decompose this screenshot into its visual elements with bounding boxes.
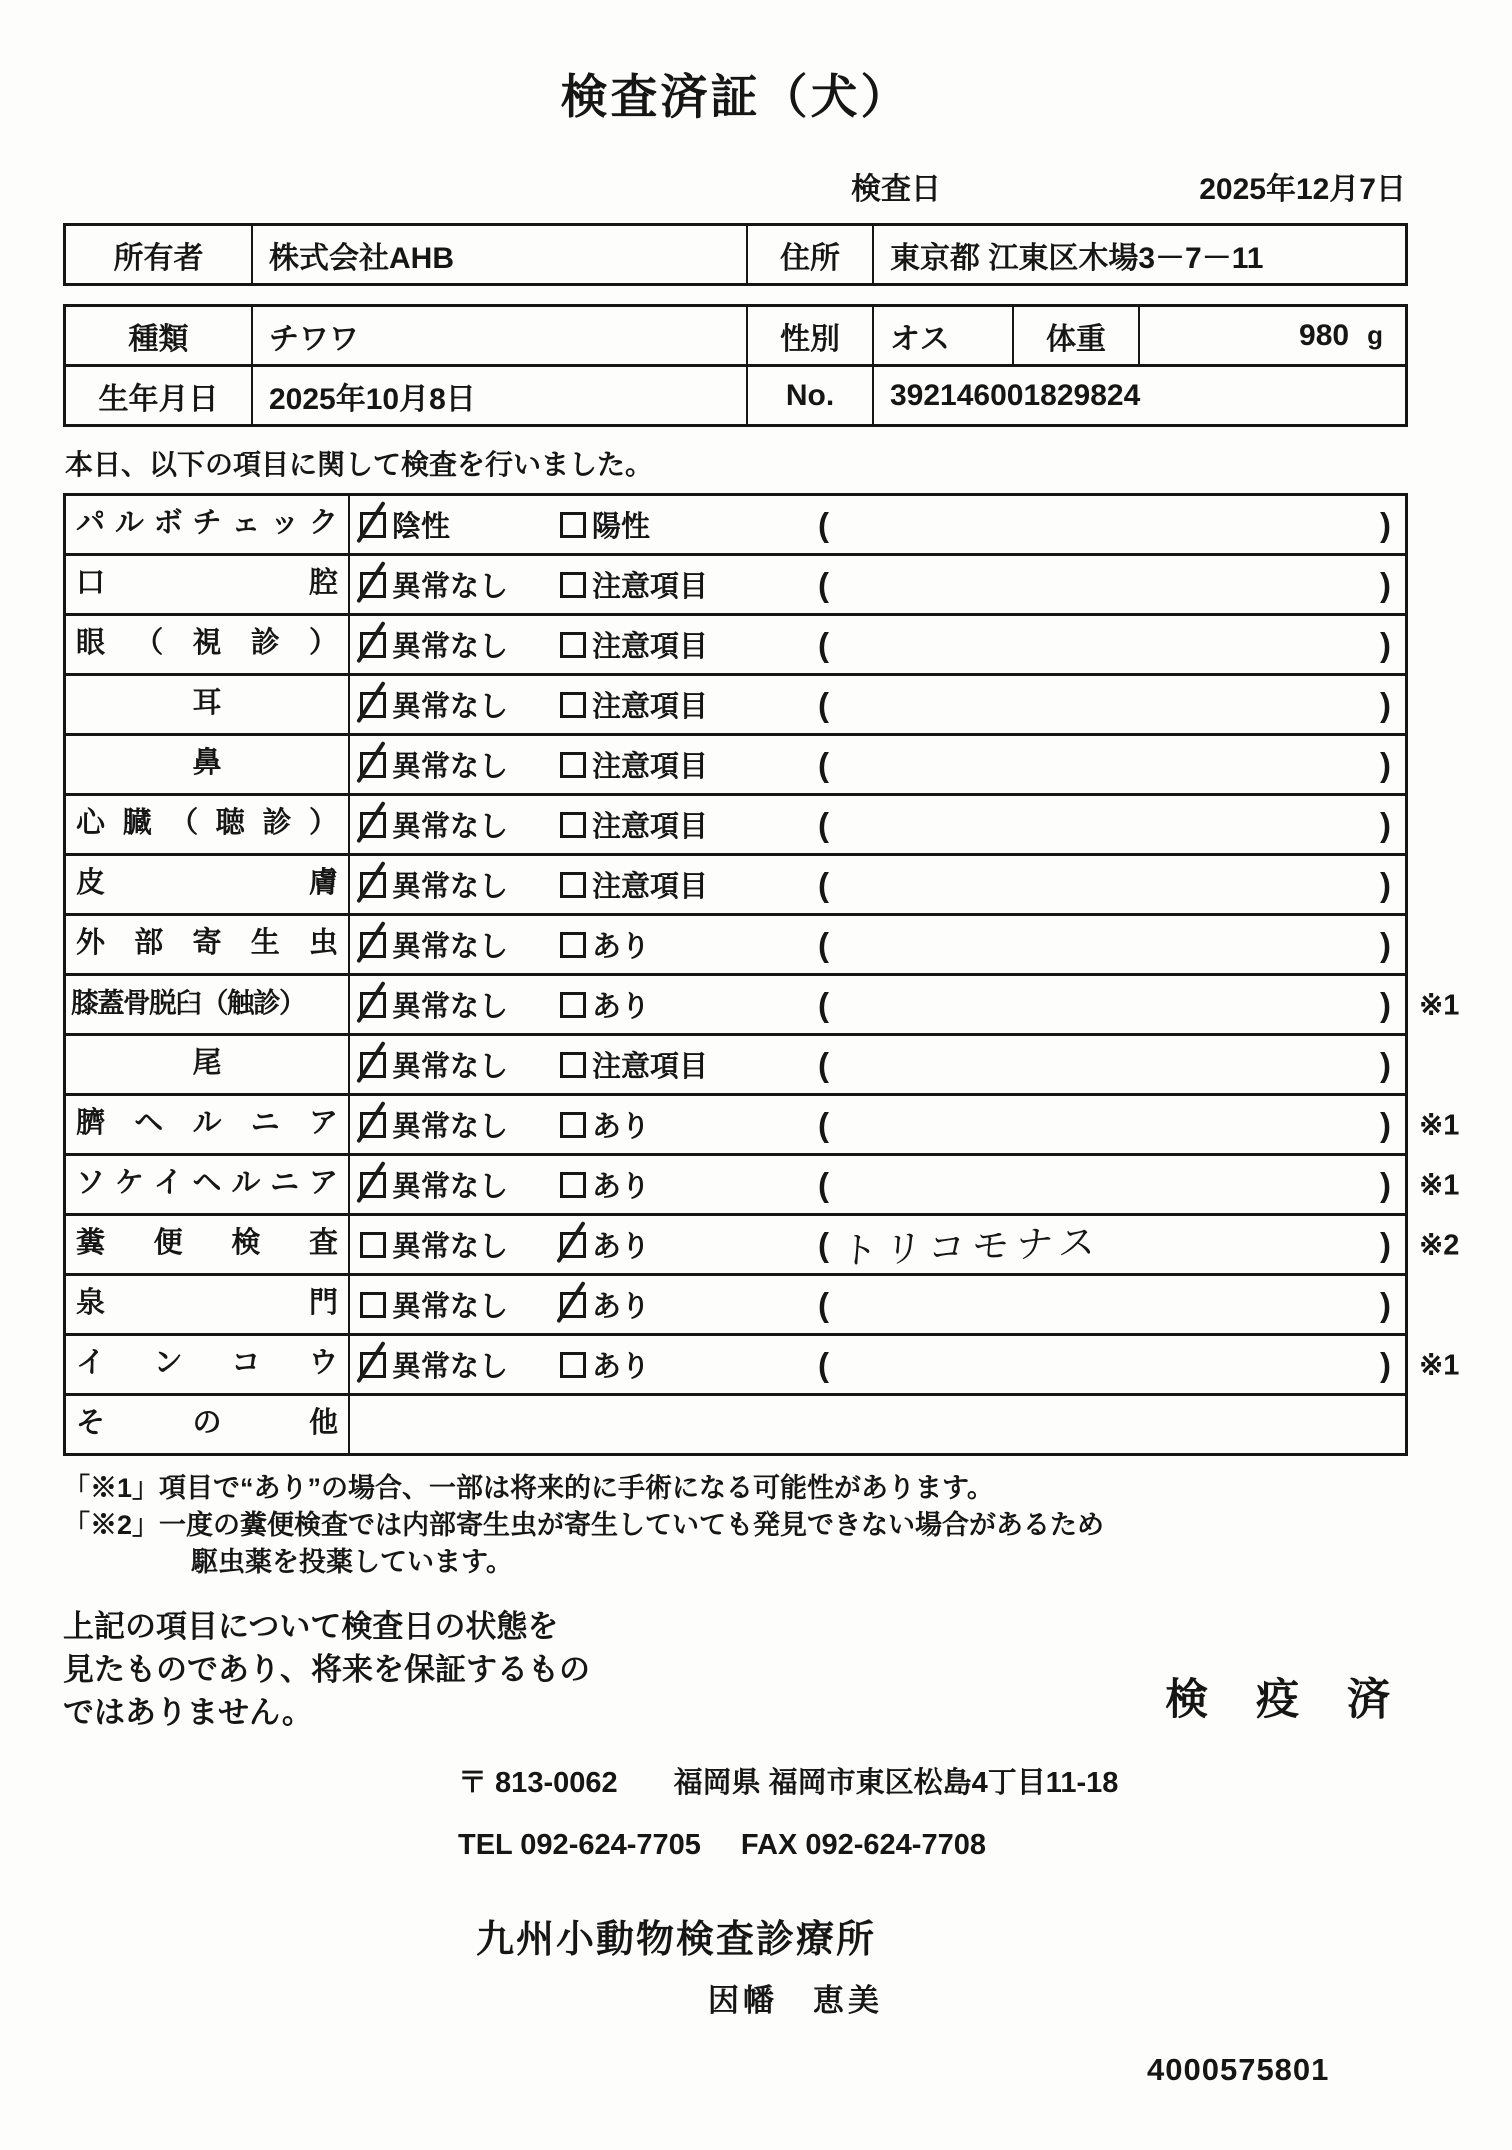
- item-name: イ ン コ ウ: [66, 1336, 350, 1393]
- option-label: 異常なし: [392, 751, 509, 783]
- item-name: 糞 便 検 査: [66, 1216, 350, 1273]
- checkbox-icon: [360, 752, 386, 778]
- checkbox-icon: [560, 572, 586, 598]
- checkbox-icon: [360, 1352, 386, 1378]
- item-name: 外 部 寄 生 虫: [66, 916, 350, 973]
- check-slash-icon: [356, 500, 385, 542]
- postal-code: 〒 813-0062: [458, 1767, 618, 1799]
- paren-close: ): [1380, 1105, 1391, 1143]
- item-name: パ ル ボ チ ェ ッ ク: [66, 496, 350, 553]
- inspection-date-value: 2025年12月7日: [1199, 173, 1406, 206]
- option-2: [560, 1284, 818, 1325]
- option-label: 注意項目: [592, 871, 709, 903]
- item-result: [350, 1336, 1405, 1393]
- option-label: あり: [592, 1231, 651, 1263]
- disclaimer: [63, 1605, 1408, 1734]
- checkbox-icon: [360, 1292, 386, 1318]
- option-label: あり: [592, 1111, 651, 1143]
- checkbox-icon: [360, 1112, 386, 1138]
- note-area: [829, 1156, 1380, 1213]
- note-area: [829, 556, 1380, 613]
- item-result: [350, 556, 1405, 613]
- check-slash-icon: [556, 1220, 585, 1262]
- option-1: [360, 744, 560, 785]
- checklist-row-eyes: [66, 616, 1405, 676]
- paren-close: ): [1380, 805, 1391, 843]
- item-name: ソ ケ イ ヘ ル ニ ア: [66, 1156, 350, 1213]
- option-label: 異常なし: [392, 1291, 509, 1323]
- item-name: 心 臓 （ 聴 診 ）: [66, 796, 350, 853]
- footnote-mark: ※1: [1419, 1169, 1460, 1201]
- option-2: [560, 624, 818, 665]
- paren-close: ): [1380, 745, 1391, 783]
- option-label: 異常なし: [392, 991, 509, 1023]
- option-2: [560, 684, 818, 725]
- clinic-contact: [63, 1760, 1408, 2088]
- item-result: [350, 676, 1405, 733]
- note-area: [829, 736, 1380, 793]
- option-label: 異常なし: [392, 1111, 509, 1143]
- checklist-row-inkou: [66, 1336, 1460, 1396]
- clinic-name: 九州小動物検査診療所: [476, 1919, 877, 1961]
- veterinarian-name: 因幡 恵美: [708, 1983, 883, 2018]
- option-2: [560, 924, 818, 965]
- sex-value: オス: [874, 307, 1014, 364]
- item-name: 皮 膚: [66, 856, 350, 913]
- option-1: [360, 924, 560, 965]
- paren-open: (: [818, 505, 829, 543]
- checklist-row-mouth: [66, 556, 1405, 616]
- paren-close: ): [1380, 685, 1391, 723]
- checklist-row-patella: [66, 976, 1460, 1036]
- paren-open: (: [818, 565, 829, 603]
- footnotes: [63, 1470, 1408, 1581]
- paren-close: ): [1380, 865, 1391, 903]
- note-area: [829, 496, 1380, 553]
- item-result: [350, 616, 1405, 673]
- checkbox-icon: [360, 572, 386, 598]
- birthdate-label: 生年月日: [66, 367, 253, 424]
- note-area: [829, 916, 1380, 973]
- option-label: あり: [592, 991, 651, 1023]
- checkbox-icon: [360, 812, 386, 838]
- checkbox-icon: [560, 1232, 586, 1258]
- option-label: 異常なし: [392, 1171, 509, 1203]
- clinic-fax: FAX 092-624-7708: [740, 1829, 986, 1861]
- checklist-row-inguinal-hernia: [66, 1156, 1460, 1216]
- checkbox-icon: [560, 872, 586, 898]
- breed-value: チワワ: [253, 307, 748, 364]
- note-area: [829, 1096, 1380, 1153]
- owner-row: [66, 226, 1405, 283]
- checkbox-icon: [560, 632, 586, 658]
- item-result: [350, 856, 1405, 913]
- paren-close: ): [1380, 1165, 1391, 1203]
- disclaimer-line: 見たものであり、将来を保証するもの: [63, 1652, 590, 1687]
- paren-open: (: [818, 685, 829, 723]
- disclaimer-line: ではありません。: [63, 1695, 313, 1730]
- weight-unit: g: [1367, 320, 1383, 350]
- checkbox-icon: [360, 1052, 386, 1078]
- note-area: [829, 616, 1380, 673]
- option-label: あり: [592, 931, 651, 963]
- paren-open: (: [818, 1045, 829, 1083]
- item-name: 耳: [66, 676, 350, 733]
- paren-open: (: [818, 1165, 829, 1203]
- option-label: 注意項目: [592, 811, 709, 843]
- footnote-2-continued: 駆虫薬を投薬しています。: [191, 1547, 513, 1577]
- check-slash-icon: [356, 980, 385, 1022]
- option-2: [560, 1104, 818, 1145]
- checkbox-icon: [560, 1352, 586, 1378]
- item-name: 眼 （ 視 診 ）: [66, 616, 350, 673]
- birthdate-value: 2025年10月8日: [253, 367, 748, 424]
- option-1: [360, 1284, 560, 1325]
- check-slash-icon: [356, 740, 385, 782]
- checkbox-icon: [560, 1172, 586, 1198]
- checkbox-icon: [360, 1232, 386, 1258]
- option-label: あり: [592, 1351, 651, 1383]
- note-area: [829, 1336, 1380, 1393]
- checklist-row-ears: [66, 676, 1405, 736]
- paren-open: (: [818, 1285, 829, 1323]
- paren-open: (: [818, 925, 829, 963]
- option-1: [360, 864, 560, 905]
- paren-open: (: [818, 805, 829, 843]
- option-2: [560, 744, 818, 785]
- option-2: [560, 864, 818, 905]
- weight-number: 980: [1299, 318, 1350, 352]
- checkbox-icon: [560, 752, 586, 778]
- option-1: [360, 564, 560, 605]
- option-2: [560, 1164, 818, 1205]
- checklist-row-fecal-exam: [66, 1216, 1460, 1276]
- paren-close: ): [1380, 1345, 1391, 1383]
- checkbox-icon: [560, 932, 586, 958]
- option-1: [360, 1164, 560, 1205]
- option-1: [360, 684, 560, 725]
- item-name: そ の 他: [66, 1396, 350, 1453]
- checklist-row-other: [66, 1396, 1405, 1453]
- option-2: [560, 1344, 818, 1385]
- item-result: [350, 1276, 1405, 1333]
- note-area: [829, 1036, 1380, 1093]
- option-label: 異常なし: [392, 1351, 509, 1383]
- quarantine-stamp: 検 疫 済: [1165, 1676, 1408, 1724]
- check-slash-icon: [356, 560, 385, 602]
- note-area: [829, 1216, 1380, 1273]
- checklist-row-nose: [66, 736, 1405, 796]
- option-1: [360, 1344, 560, 1385]
- paren-close: ): [1380, 565, 1391, 603]
- address-value: 東京都 江東区木場3－7－11: [890, 241, 1264, 275]
- option-label: 注意項目: [592, 691, 709, 723]
- checkbox-icon: [560, 992, 586, 1018]
- option-label: 陰性: [392, 511, 451, 543]
- checklist-row-parvo: [66, 496, 1405, 556]
- option-label: 異常なし: [392, 1051, 509, 1083]
- check-slash-icon: [356, 1040, 385, 1082]
- sex-label: 性別: [748, 307, 874, 364]
- checklist-row-skin: [66, 856, 1405, 916]
- option-1: [360, 504, 560, 545]
- option-label: あり: [592, 1291, 651, 1323]
- clinic-address-line: [63, 1760, 1408, 1801]
- checkbox-icon: [360, 932, 386, 958]
- page-title: 検査済証（犬）: [560, 70, 911, 123]
- note-area: [829, 676, 1380, 733]
- paren-close: ): [1380, 505, 1391, 543]
- note-area: [829, 976, 1380, 1033]
- paren-open: (: [818, 625, 829, 663]
- item-result: [350, 1156, 1405, 1213]
- option-2: [560, 504, 818, 545]
- breed-label: 種類: [66, 307, 253, 364]
- footnote-2: 「※2」一度の糞便検査では内部寄生虫が寄生していても発見できない場合があるため: [63, 1510, 1105, 1540]
- owner-table: [63, 223, 1408, 286]
- item-result: [350, 1036, 1405, 1093]
- option-2: [560, 564, 818, 605]
- handwritten-note: トリコモナス: [839, 1220, 1104, 1272]
- footnote-mark: ※1: [1419, 989, 1460, 1021]
- item-result: [350, 1216, 1405, 1273]
- paren-close: ): [1380, 985, 1391, 1023]
- weight-label: 体重: [1014, 307, 1140, 364]
- note-area: [829, 1276, 1380, 1333]
- check-slash-icon: [356, 1340, 385, 1382]
- option-label: あり: [592, 1171, 651, 1203]
- inspection-date-label: 検査日: [851, 173, 941, 206]
- paren-open: (: [818, 1345, 829, 1383]
- paren-open: (: [818, 985, 829, 1023]
- checklist-row-heart: [66, 796, 1405, 856]
- item-result: [350, 796, 1405, 853]
- option-label: 陽性: [592, 511, 651, 543]
- pet-row: [66, 307, 1405, 364]
- paren-close: ): [1380, 1045, 1391, 1083]
- checkbox-icon: [560, 1112, 586, 1138]
- footnote-1: 「※1」項目で“あり”の場合、一部は将来的に手術になる可能性があります。: [63, 1473, 994, 1503]
- option-1: [360, 1104, 560, 1145]
- intro-text: 本日、以下の項目に関して検査を行いました。: [65, 449, 654, 480]
- checklist-table: [63, 493, 1460, 1456]
- birth-row: [66, 364, 1405, 424]
- paren-open: (: [818, 865, 829, 903]
- option-label: 注意項目: [592, 571, 709, 603]
- footnote-mark: ※1: [1419, 1349, 1460, 1381]
- item-name: 臍 ヘ ル ニ ア: [66, 1096, 350, 1153]
- checkbox-icon: [360, 992, 386, 1018]
- check-slash-icon: [356, 800, 385, 842]
- option-1: [360, 1044, 560, 1085]
- id-number-value: 392146001829824: [890, 378, 1141, 412]
- option-2: [560, 1224, 818, 1265]
- option-label: 異常なし: [392, 571, 509, 603]
- checkbox-icon: [360, 512, 386, 538]
- check-slash-icon: [356, 1100, 385, 1142]
- option-1: [360, 624, 560, 665]
- option-label: 異常なし: [392, 811, 509, 843]
- item-name: 膝蓋骨脱臼（触診）: [66, 976, 350, 1033]
- checkbox-icon: [360, 1172, 386, 1198]
- checklist-row-umbilical-hernia: [66, 1096, 1460, 1156]
- item-result: [350, 736, 1405, 793]
- id-number-label: No.: [748, 367, 874, 424]
- item-name: 口 腔: [66, 556, 350, 613]
- note-area: [829, 856, 1380, 913]
- check-slash-icon: [356, 1160, 385, 1202]
- checkbox-icon: [560, 812, 586, 838]
- option-label: 注意項目: [592, 1051, 709, 1083]
- item-result-empty: [350, 1396, 1405, 1453]
- option-label: 注意項目: [592, 751, 709, 783]
- option-label: 注意項目: [592, 631, 709, 663]
- option-2: [560, 804, 818, 845]
- option-label: 異常なし: [392, 631, 509, 663]
- disclaimer-line: 上記の項目について検査日の状態を: [63, 1609, 559, 1644]
- clinic-tel: TEL 092-624-7705: [458, 1829, 701, 1861]
- checkbox-icon: [560, 1052, 586, 1078]
- option-2: [560, 1044, 818, 1085]
- check-slash-icon: [356, 620, 385, 662]
- paren-open: (: [818, 1105, 829, 1143]
- clinic-address: 福岡県 福岡市東区松島4丁目11-18: [673, 1767, 1119, 1799]
- item-name: 泉 門: [66, 1276, 350, 1333]
- option-2: [560, 984, 818, 1025]
- checkbox-icon: [560, 692, 586, 718]
- item-name: 尾: [66, 1036, 350, 1093]
- option-label: 異常なし: [392, 1231, 509, 1263]
- footnote-mark: ※1: [1419, 1109, 1460, 1141]
- paren-open: (: [818, 745, 829, 783]
- checkbox-icon: [360, 872, 386, 898]
- note-area: [829, 796, 1380, 853]
- owner-value: 株式会社AHB: [253, 226, 748, 283]
- option-1: [360, 1224, 560, 1265]
- checklist-row-tail: [66, 1036, 1405, 1096]
- clinic-phone-line: [63, 1829, 1408, 1862]
- checkbox-icon: [560, 512, 586, 538]
- address-label: 住所: [748, 226, 874, 283]
- paren-close: ): [1380, 925, 1391, 963]
- option-1: [360, 804, 560, 845]
- item-result: [350, 916, 1405, 973]
- owner-label: 所有者: [66, 226, 253, 283]
- paren-open: (: [818, 1225, 829, 1263]
- checkbox-icon: [360, 632, 386, 658]
- item-result: [350, 496, 1405, 553]
- check-slash-icon: [356, 680, 385, 722]
- checkbox-icon: [360, 692, 386, 718]
- option-label: 異常なし: [392, 871, 509, 903]
- inspection-date-line: [63, 167, 1408, 205]
- check-slash-icon: [356, 860, 385, 902]
- checkbox-icon: [560, 1292, 586, 1318]
- item-result: [350, 976, 1405, 1033]
- serial-number: 4000575801: [1147, 2052, 1330, 2087]
- check-slash-icon: [356, 920, 385, 962]
- item-result: [350, 1096, 1405, 1153]
- checklist-row-fontanelle: [66, 1276, 1405, 1336]
- pet-table: [63, 304, 1408, 427]
- option-label: 異常なし: [392, 691, 509, 723]
- footnote-mark: ※2: [1419, 1229, 1460, 1261]
- item-name: 鼻: [66, 736, 350, 793]
- paren-close: ): [1380, 1285, 1391, 1323]
- check-slash-icon: [556, 1280, 585, 1322]
- paren-close: ): [1380, 625, 1391, 663]
- option-label: 異常なし: [392, 931, 509, 963]
- paren-close: ): [1380, 1225, 1391, 1263]
- weight-value: [1140, 307, 1405, 364]
- option-1: [360, 984, 560, 1025]
- checklist-row-ectoparasites: [66, 916, 1405, 976]
